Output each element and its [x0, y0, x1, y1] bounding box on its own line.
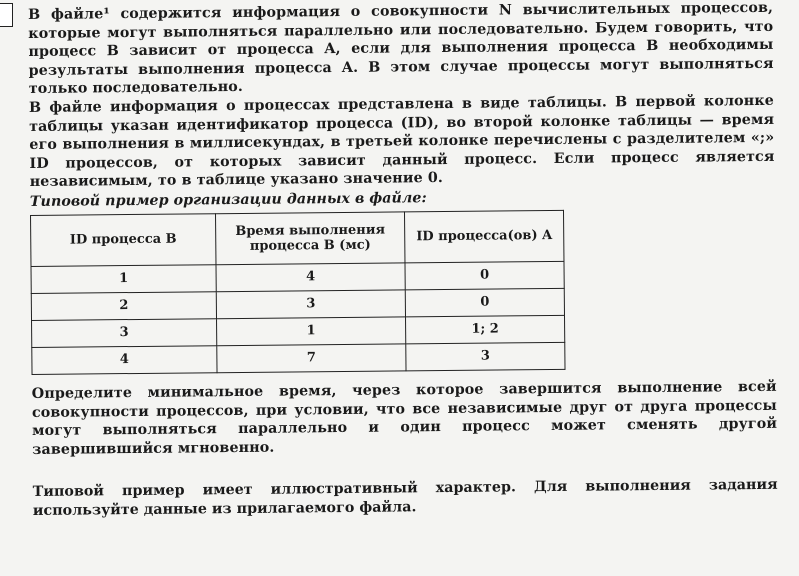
table-caption: Типовой пример организации данных в файле: — [29, 190, 427, 210]
file-info-paragraph: В файле информация о процессах представлена в виде таблицы. В первой колонке таблицы указан идентификатор процесса (ID), во второй колонке таблицы — время его выполнения в миллисекундах, в третьей колонке перечислены с разделителем «;» ID процессов, от которых зависит данный процесс. Если процесс является независимым, то в таблице указано значение 0. — [28, 92, 775, 191]
table-header-row — [31, 210, 564, 266]
cell-time: 3 — [216, 290, 405, 319]
task-number-box — [0, 3, 13, 27]
cell-deps: 1; 2 — [406, 315, 565, 344]
cell-time: 1 — [217, 317, 406, 346]
cell-deps: 0 — [405, 261, 564, 290]
table-row — [32, 342, 565, 374]
cell-time: 7 — [217, 344, 406, 373]
cell-id: 4 — [32, 346, 217, 375]
cell-id: 3 — [32, 319, 217, 348]
cell-time: 4 — [216, 263, 405, 292]
task-intro-paragraph: В файле¹ содержится информация о совокупности N вычислительных процессов, которые могут выполняться параллельно или последовательно. Будем говорить, что процесс B зависит от процесса A, если для выполнения процесса B необходимы результаты выполнения процесса A. В этом случае процессы могут выполняться только последовательно. — [28, 0, 774, 98]
process-table — [30, 210, 566, 375]
cell-id: 2 — [31, 292, 216, 321]
question-paragraph: Определите минимальное время, через которое завершится выполнение всей совокупности процессов, при условии, что все независимые друг от друга процессы могут выполняться параллельно и один процесс может сменять другой завершившийся мгновенно. — [31, 378, 778, 458]
task-page — [28, 0, 778, 521]
header-id-b: ID процесса B — [31, 214, 216, 267]
header-time-b: Время выполнения процесса B (мс) — [216, 212, 405, 265]
cell-deps: 3 — [406, 342, 565, 371]
header-id-a: ID процесса(ов) A — [404, 210, 563, 263]
cell-id: 1 — [31, 265, 216, 294]
cell-deps: 0 — [405, 288, 564, 317]
note-paragraph: Типовой пример имеет иллюстративный характер. Для выполнения задания используйте данные из прилагаемого файла. — [32, 477, 778, 520]
